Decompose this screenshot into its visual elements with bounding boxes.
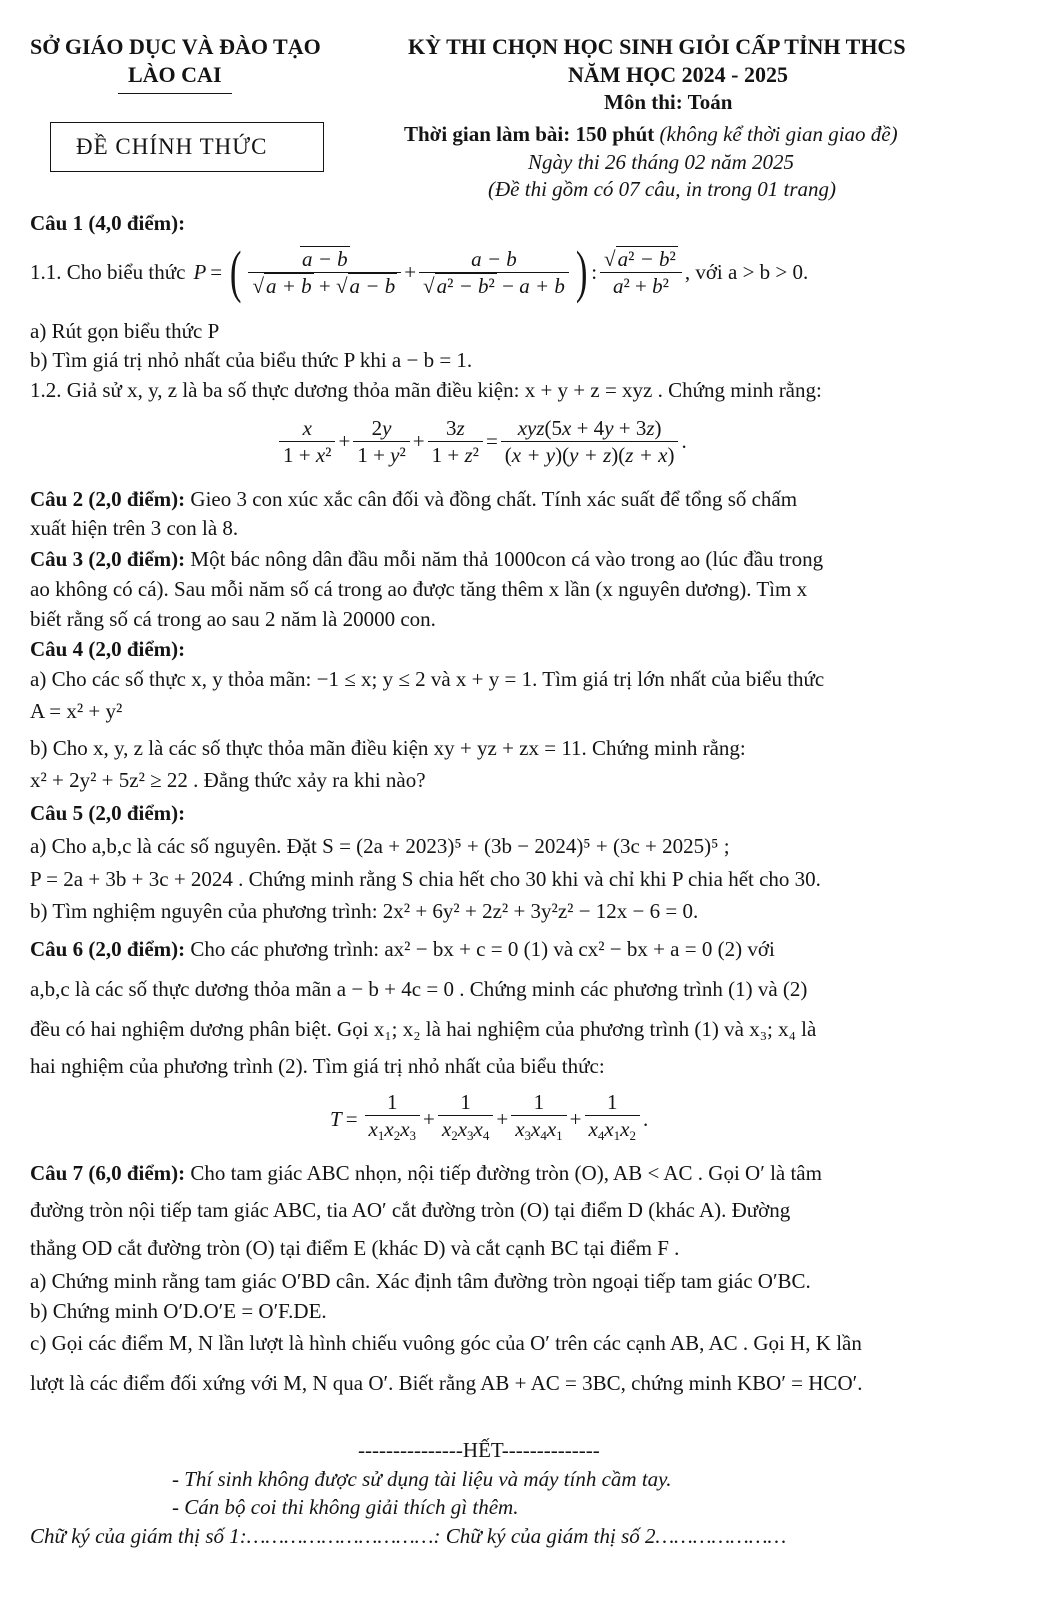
fraction-3: $\frac{\text{√a² − b²}}{\text{a² + b²}}$ (600, 246, 682, 299)
q2-line2: xuất hiện trên 3 con là 8. (30, 516, 239, 540)
page-note: (Đề thi gồm có 07 câu, in trong 01 trang) (488, 177, 837, 201)
q6-line4: hai nghiệm của phương trình (2). Tìm giá trị nhỏ nhất của biểu thức: (30, 1054, 605, 1078)
q1-b: b) Tìm giá trị nhỏ nhất của biểu thức P khi a − b = 1. (30, 348, 473, 372)
footer-note-1: - Thí sinh không được sử dụng tài liệu và máy tính cầm tay. (172, 1467, 672, 1491)
q5-a2: P = 2a + 3b + 3c + 2024 . Chứng minh rằng S chia hết cho 30 khi và chỉ khi P chia hết cho 30. (30, 867, 821, 891)
q2-text1: Gieo 3 con xúc xắc cân đối và đồng chất. Tính xác suất để tổng số chấm (185, 487, 798, 511)
q5-a1: a) Cho a,b,c là các số nguyên. Đặt S = (2a + 2023)⁵ + (3b − 2024)⁵ + (3c + 2025)⁵ ; (30, 834, 730, 858)
q6-line1 (30, 936, 775, 962)
q1-title: Câu 1 (4,0 điểm): (30, 211, 186, 235)
proctor-signatures: Chữ ký của giám thị số 1:…………………………: Chữ ký của giám thị số 2………………… (30, 1524, 787, 1548)
time-label: Thời gian làm bài: 150 phút (404, 122, 655, 146)
q5-title: Câu 5 (2,0 điểm): (30, 801, 186, 825)
department-name: SỞ GIÁO DỤC VÀ ĐÀO TẠO (30, 34, 321, 59)
exam-title: KỲ THI CHỌN HỌC SINH GIỎI CẤP TỈNH THCS (408, 34, 906, 59)
official-exam-label: ĐỀ CHÍNH THỨC (76, 134, 268, 159)
q7-text1: Cho tam giác ABC nhọn, nội tiếp đường tròn (O), AB < AC . Gọi O′ là tâm (185, 1161, 822, 1185)
end-marker: ---------------HẾT-------------- (358, 1438, 600, 1462)
time-note: (không kể thời gian giao đề) (659, 122, 898, 146)
exam-date: Ngày thi 26 tháng 02 năm 2025 (528, 150, 794, 174)
q4-a1: a) Cho các số thực x, y thỏa mãn: −1 ≤ x; y ≤ 2 và x + y = 1. Tìm giá trị lớn nhất của biểu thức (30, 667, 825, 691)
q6-expression-t: T = $\frac{1}{x_1x_2x_3}$ + $\frac{1}{x_2x_3x_4}$ + $\frac{1}{x_3x_4x_1}$ + $\frac{1}{x_4x_1x_2}$ . (330, 1090, 649, 1143)
q7-a: a) Chứng minh rằng tam giác O′BD cân. Xác định tâm đường tròn ngoại tiếp tam giác O′BC. (30, 1269, 811, 1293)
q1-2: 1.2. Giả sử x, y, z là ba số thực dương thỏa mãn điều kiện: x + y + z = xyz . Chứng minh rằng: (30, 378, 822, 402)
q1-1-intro: 1.1. Cho biểu thức (30, 260, 186, 284)
q2-line1 (30, 486, 797, 512)
q1-1-expression: 1.1. Cho biểu thức P = ( $\frac{a - b}{√a + b + √a - b}$ + $\frac{a - b}{\text{√a² − b² − a + b}}$ ) : $\frac{\text{√a² − b²}}{\text{a² + b²}}$ , với a > b > 0. (30, 239, 809, 304)
subject: Môn thi: Toán (604, 90, 733, 114)
q7-line3: thẳng OD cắt đường tròn (O) tại điểm E (khác D) và cắt cạnh BC tại điểm F . (30, 1236, 680, 1260)
department-province: LÀO CAI (128, 62, 222, 87)
q4-b1: b) Cho x, y, z là các số thực thỏa mãn điều kiện xy + yz + zx = 11. Chứng minh rằng: (30, 736, 746, 760)
q6-title: Câu 6 (2,0 điểm): (30, 937, 186, 961)
q3-line2: ao không có cá). Sau mỗi năm số cá trong ao được tăng thêm x lần (x nguyên dương). Tìm x (30, 577, 808, 601)
fraction-2: $\frac{a - b}{\text{√a² − b² − a + b}}$ (419, 246, 569, 299)
footer-note-2: - Cán bộ coi thi không giải thích gì thêm. (172, 1495, 519, 1519)
q7-c2: lượt là các điểm đối xứng với M, N qua O′. Biết rằng AB + AC = 3BC, chứng minh KBO′ = HCO′. (30, 1371, 863, 1395)
q1-1-condition: , với a > b > 0. (684, 260, 809, 284)
q7-c1: c) Gọi các điểm M, N lần lượt là hình chiếu vuông góc của O′ trên các cạnh AB, AC . Gọi H, K lần (30, 1331, 862, 1355)
q3-line3: biết rằng số cá trong ao sau 2 năm là 20000 con. (30, 607, 436, 631)
q1-2-identity: $\frac{x}{\text{1 + x²}}$ + $\frac{2y}{\text{1 + y²}}$ + $\frac{3z}{\text{1 + z²}}$ = $\frac{\text{xyz(5x + 4y + 3z)}}{(x + y)(y + z)(z + x)}$ . (276, 408, 687, 474)
q6-line3: đều có hai nghiệm dương phân biệt. Gọi x₁; x₂ là hai nghiệm của phương trình (1) và x₃; x₄ là (30, 1017, 817, 1041)
fraction-1: $\frac{a - b}{√a + b + √a - b}$ (248, 246, 401, 299)
province-underline (118, 93, 232, 94)
q4-b2: x² + 2y² + 5z² ≥ 22 . Đẳng thức xảy ra khi nào? (30, 768, 426, 792)
q2-title: Câu 2 (2,0 điểm): (30, 487, 186, 511)
q3-line1 (30, 546, 823, 572)
q5-b: b) Tìm nghiệm nguyên của phương trình: 2x² + 6y² + 2z² + 3y²z² − 12x − 6 = 0. (30, 899, 699, 923)
q3-text1: Một bác nông dân đầu mỗi năm thả 1000con cá vào trong ao (lúc đầu trong (185, 547, 824, 571)
q3-title: Câu 3 (2,0 điểm): (30, 547, 186, 571)
q6-text1: Cho các phương trình: ax² − bx + c = 0 (1) và cx² − bx + a = 0 (2) với (185, 937, 775, 961)
school-year: NĂM HỌC 2024 - 2025 (568, 62, 788, 87)
time-info (404, 122, 898, 147)
q7-line1 (30, 1160, 822, 1186)
q4-a2: A = x² + y² (30, 699, 123, 723)
q6-line2: a,b,c là các số thực dương thỏa mãn a − b + 4c = 0 . Chứng minh các phương trình (1) và (2) (30, 977, 808, 1001)
q7-title: Câu 7 (6,0 điểm): (30, 1161, 186, 1185)
q7-line2: đường tròn nội tiếp tam giác ABC, tia AO′ cắt đường tròn (O) tại điểm D (khác A). Đường (30, 1198, 791, 1222)
q7-b: b) Chứng minh O′D.O′E = O′F.DE. (30, 1299, 327, 1323)
q1-a: a) Rút gọn biểu thức P (30, 319, 220, 343)
q4-title: Câu 4 (2,0 điểm): (30, 637, 186, 661)
